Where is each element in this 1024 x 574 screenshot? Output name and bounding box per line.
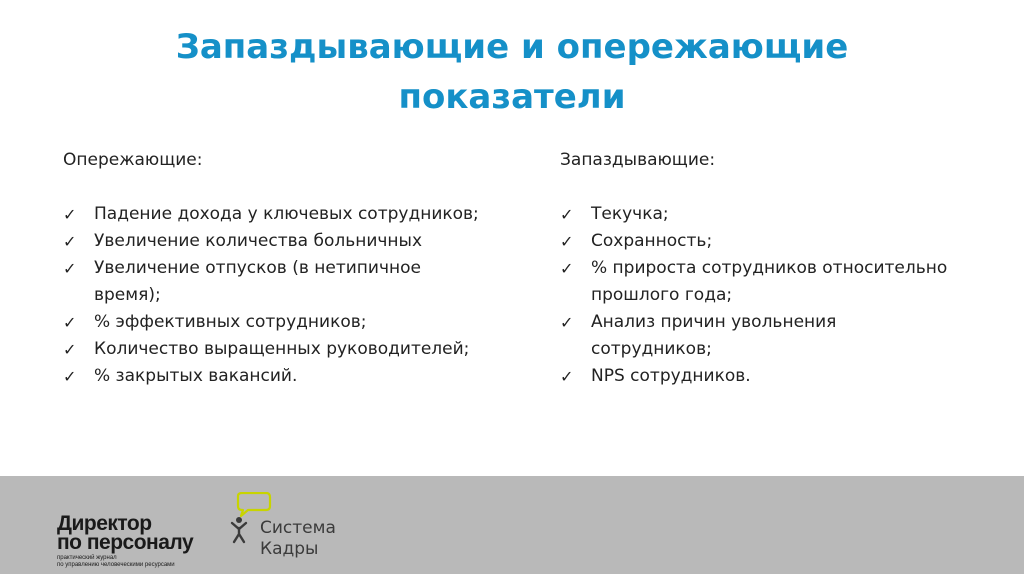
list-item bbox=[63, 255, 443, 309]
slide-title bbox=[0, 22, 1024, 122]
list-item bbox=[63, 336, 523, 363]
list-item bbox=[63, 201, 523, 228]
leading-indicators-column bbox=[63, 147, 523, 390]
check-icon: ✓ bbox=[63, 259, 77, 278]
slide-title-line-2: показатели bbox=[398, 77, 626, 117]
list-item-text: NPS сотрудников. bbox=[591, 366, 751, 386]
list-item-text: % прироста сотрудников относительно прошлого года; bbox=[591, 258, 948, 305]
list-item-text: Количество выращенных руководителей; bbox=[94, 339, 470, 359]
list-item bbox=[560, 201, 1000, 228]
director-logo-subtitle-2: по управлению человеческими ресурсами bbox=[57, 562, 175, 568]
check-icon: ✓ bbox=[560, 259, 574, 278]
sk-logo-line-2: Кадры bbox=[260, 539, 319, 559]
check-icon: ✓ bbox=[63, 340, 77, 359]
check-icon: ✓ bbox=[560, 205, 574, 224]
director-logo-line-1: Директор bbox=[57, 512, 152, 535]
list-item-text: % эффективных сотрудников; bbox=[94, 312, 367, 332]
list-item bbox=[560, 309, 880, 363]
check-icon: ✓ bbox=[63, 205, 77, 224]
list-item-text: Сохранность; bbox=[591, 231, 713, 251]
check-icon: ✓ bbox=[63, 313, 77, 332]
footer-band bbox=[0, 476, 1024, 574]
list-item-text: Увеличение отпусков (в нетипичное время); bbox=[94, 258, 421, 305]
list-item bbox=[560, 228, 1000, 255]
list-item bbox=[63, 309, 523, 336]
check-icon: ✓ bbox=[63, 367, 77, 386]
check-icon: ✓ bbox=[63, 232, 77, 251]
slide-title-line-1: Запаздывающие и опережающие bbox=[175, 27, 849, 67]
check-icon: ✓ bbox=[560, 232, 574, 251]
sistema-kadry-text bbox=[260, 518, 336, 560]
list-item bbox=[560, 255, 980, 309]
list-item-text: Анализ причин увольнения сотрудников; bbox=[591, 312, 837, 359]
list-item-text: Текучка; bbox=[591, 204, 669, 224]
check-icon: ✓ bbox=[560, 313, 574, 332]
leading-list bbox=[63, 201, 523, 390]
list-item bbox=[63, 363, 523, 390]
leading-heading: Опережающие: bbox=[63, 150, 203, 170]
lagging-list bbox=[560, 201, 1000, 390]
lagging-heading: Запаздывающие: bbox=[560, 150, 716, 170]
list-item bbox=[63, 228, 523, 255]
check-icon: ✓ bbox=[560, 367, 574, 386]
person-icon bbox=[230, 516, 248, 544]
director-logo-line-2: по персоналу bbox=[57, 531, 194, 554]
lagging-indicators-column bbox=[560, 147, 1000, 390]
director-po-personalu-logo bbox=[57, 514, 217, 569]
sk-logo-line-1: Система bbox=[260, 518, 336, 538]
list-item bbox=[560, 363, 1000, 390]
sistema-kadry-logo bbox=[226, 492, 356, 562]
director-logo-subtitle-1: практический журнал bbox=[57, 555, 117, 561]
list-item-text: Увеличение количества больничных bbox=[94, 231, 423, 251]
list-item-text: % закрытых вакансий. bbox=[94, 366, 298, 386]
list-item-text: Падение дохода у ключевых сотрудников; bbox=[94, 204, 479, 224]
